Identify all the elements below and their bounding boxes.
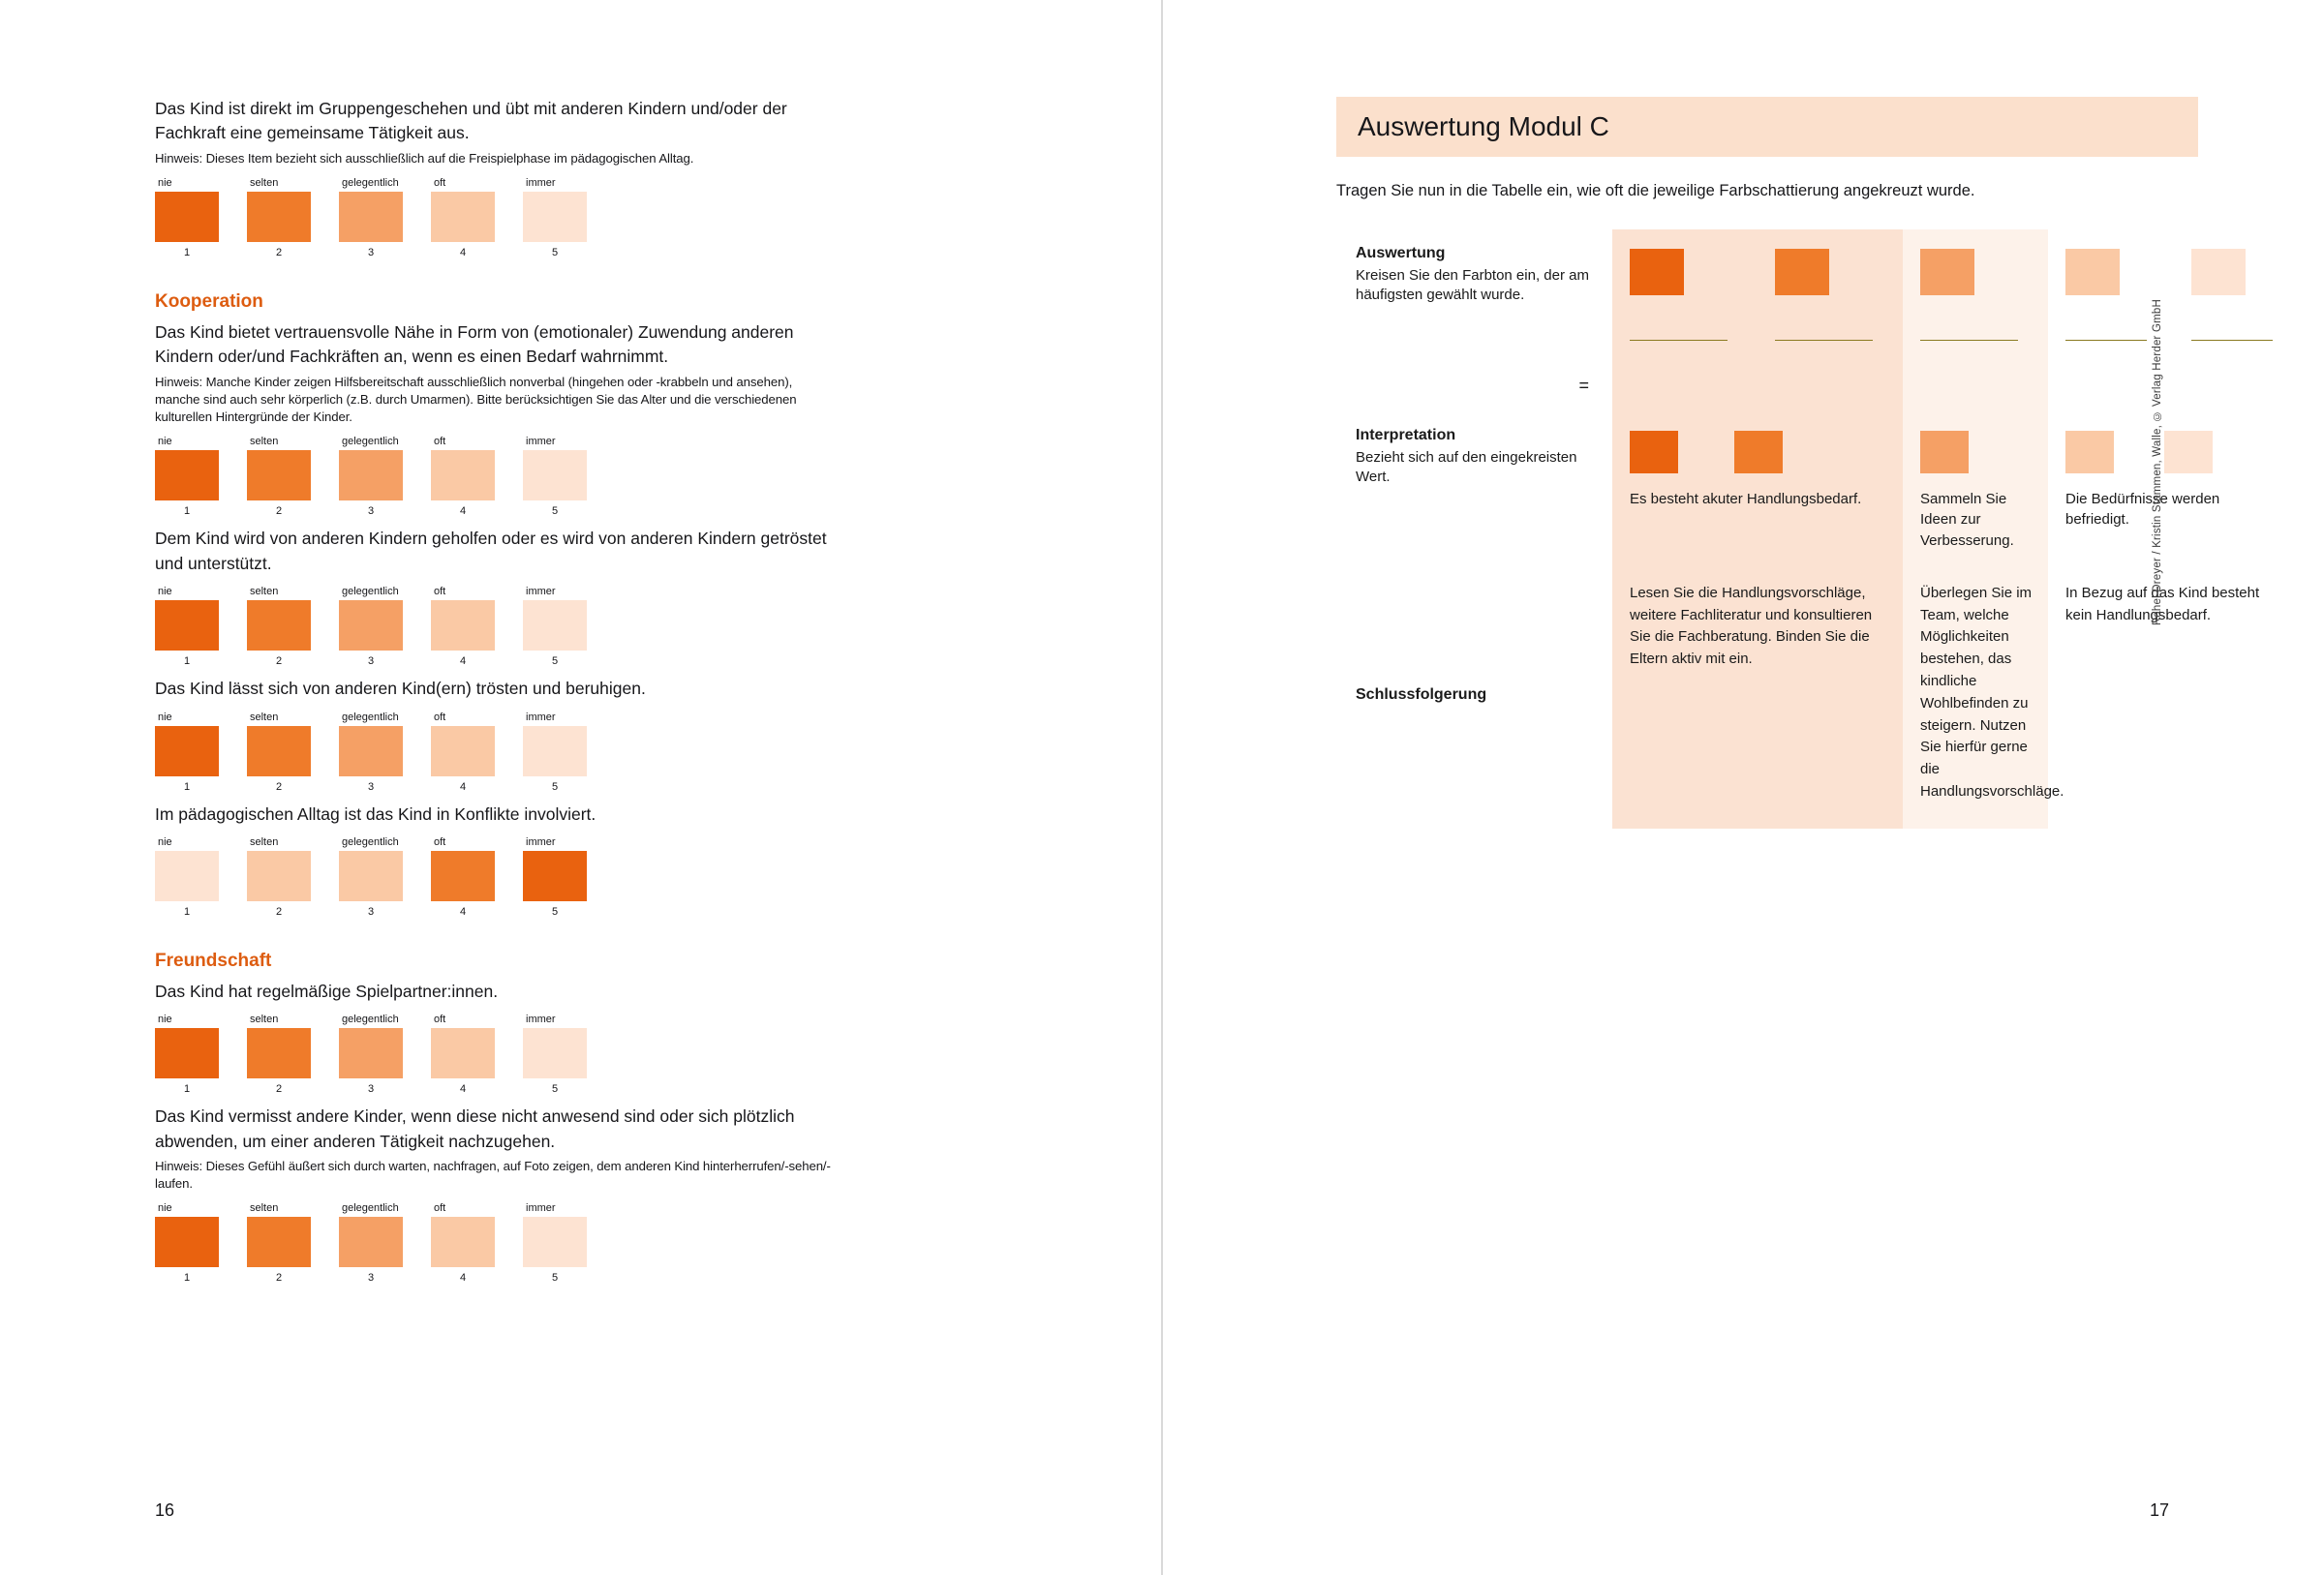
- question-block: [155, 97, 833, 258]
- scale-option-4[interactable]: [431, 177, 523, 258]
- scale-number: 5: [551, 780, 559, 793]
- swatch-s1[interactable]: [1630, 249, 1684, 295]
- scale-option-5[interactable]: [523, 712, 615, 793]
- swatch-s3[interactable]: [339, 192, 403, 242]
- scale-option-3[interactable]: [339, 586, 431, 667]
- scale-option-3[interactable]: [339, 1202, 431, 1284]
- scale-option-4[interactable]: [431, 586, 523, 667]
- scale-number: 1: [183, 655, 191, 668]
- interpretation-title: Interpretation: [1356, 426, 1456, 443]
- write-in-line-2[interactable]: [1775, 340, 1873, 341]
- scale-label: immer: [526, 1014, 556, 1026]
- scale-label: selten: [250, 586, 279, 598]
- scale-number: 4: [459, 905, 467, 918]
- swatch-s1[interactable]: [155, 1217, 219, 1267]
- swatch-s4[interactable]: [431, 450, 495, 500]
- scale-number: 5: [551, 1272, 559, 1285]
- scale-label: selten: [250, 835, 279, 848]
- scale-label: selten: [250, 1202, 279, 1215]
- scale-number: 3: [367, 780, 375, 793]
- scale-option-1[interactable]: [155, 177, 247, 258]
- question-block: [155, 803, 833, 918]
- scale-number: 3: [367, 905, 375, 918]
- scale-option-3[interactable]: [339, 177, 431, 258]
- scale-option-3[interactable]: [339, 712, 431, 793]
- rating-scale: [155, 1014, 833, 1095]
- scale-label: nie: [158, 1014, 172, 1026]
- swatch-s5[interactable]: [523, 726, 587, 776]
- scale-label: gelegentlich: [342, 436, 399, 448]
- scale-label: oft: [434, 176, 446, 189]
- page-number-left: 16: [155, 1500, 175, 1520]
- swatch-s2[interactable]: [1775, 249, 1829, 295]
- scale-option-4[interactable]: [431, 836, 523, 918]
- swatch-s2[interactable]: [247, 450, 311, 500]
- scale-label: gelegentlich: [342, 586, 399, 598]
- scale-option-1[interactable]: [155, 1202, 247, 1284]
- scale-option-5[interactable]: [523, 586, 615, 667]
- question-text: Dem Kind wird von anderen Kindern geholfen oder es wird von anderen Kindern getröstet und unterstützt.: [155, 529, 827, 573]
- swatch-s2: [1734, 431, 1783, 473]
- scale-option-4[interactable]: [431, 1014, 523, 1095]
- right-page-content: [1336, 97, 2260, 829]
- interpretation-text-3: Die Bedürfnisse werden befriedigt.: [2065, 490, 2220, 529]
- question-hint: Hinweis: Manche Kinder zeigen Hilfsbereitschaft ausschließlich nonverbal (hingehen oder -krabbeln und ansehen), manche sind auch sehr körperlich (z.B. durch Umarmen). Bitte berücksichtigen Sie das Alter und die verschiedenen kulturellen Hintergründe der Kinder.: [155, 374, 797, 425]
- schlussfolgerung-cell-3: [2048, 565, 2300, 829]
- module-banner: [1336, 97, 2198, 157]
- scale-number: 1: [183, 1083, 191, 1096]
- write-in-line-3[interactable]: [1920, 340, 2018, 341]
- scale-number: 3: [367, 1272, 375, 1285]
- scale-option-5[interactable]: [523, 177, 615, 258]
- scale-number: 4: [459, 246, 467, 258]
- scale-label: nie: [158, 835, 172, 848]
- write-in-line-4[interactable]: [2065, 340, 2147, 341]
- swatch-s4[interactable]: [431, 726, 495, 776]
- scale-option-4[interactable]: [431, 436, 523, 517]
- swatch-s3[interactable]: [339, 450, 403, 500]
- schlussfolgerung-text-1: Lesen Sie die Handlungsvorschläge, weitere Fachliteratur und konsultieren Sie die Fachberatung. Binden Sie die Eltern aktiv mit ein.: [1630, 584, 1873, 668]
- auswertung-cell-1[interactable]: [1612, 229, 1758, 411]
- schlussfolgerung-title: Schlussfolgerung: [1356, 685, 1487, 703]
- scale-label: nie: [158, 436, 172, 448]
- question-block: [155, 1105, 833, 1284]
- scale-number: 3: [367, 505, 375, 518]
- scale-number: 3: [367, 246, 375, 258]
- swatch-s4[interactable]: [431, 1217, 495, 1267]
- swatch-s1[interactable]: [155, 192, 219, 242]
- swatch-s5[interactable]: [523, 1217, 587, 1267]
- scale-number: 2: [275, 905, 283, 918]
- swatch-s5: [2164, 431, 2213, 473]
- auswertung-cell-5[interactable]: [2174, 229, 2300, 411]
- schlussfolgerung-cell-2: [1903, 565, 2064, 829]
- question-text: Das Kind ist direkt im Gruppengeschehen und übt mit anderen Kindern und/oder der Fachkraft eine gemeinsame Tätigkeit aus.: [155, 99, 787, 143]
- swatch-s2[interactable]: [247, 192, 311, 242]
- scale-label: nie: [158, 1202, 172, 1215]
- scale-label: oft: [434, 436, 446, 448]
- swatch-s5[interactable]: [523, 192, 587, 242]
- question-block: [155, 527, 833, 667]
- swatch-s1[interactable]: [155, 1028, 219, 1078]
- schlussfolgerung-label-cell: [1336, 565, 1612, 829]
- swatch-s4[interactable]: [247, 851, 311, 901]
- question-text: Das Kind vermisst andere Kinder, wenn diese nicht anwesend sind oder sich plötzlich abwenden, um einer anderen Tätigkeit nachzugehen.: [155, 1106, 795, 1151]
- schlussfolgerung-text-2: Überlegen Sie im Team, welche Möglichkeiten bestehen, das kindliche Wohlbefinden zu steigern. Nutzen Sie hierfür gerne die Handlungsvorschläge.: [1920, 584, 2064, 800]
- swatch-s5[interactable]: [523, 1028, 587, 1078]
- auswertung-cell-2[interactable]: [1758, 229, 1903, 411]
- scale-label: oft: [434, 835, 446, 848]
- question-text: Das Kind bietet vertrauensvolle Nähe in Form von (emotionaler) Zuwendung anderen Kindern oder/und Fachkräften an, wenn es einen Bedarf wahrnimmt.: [155, 321, 794, 367]
- scale-option-1[interactable]: [155, 1014, 247, 1095]
- interpretation-cell-3: [2048, 411, 2300, 565]
- scale-label: oft: [434, 1014, 446, 1026]
- scale-number: 1: [183, 905, 191, 918]
- scale-number: 4: [459, 1083, 467, 1096]
- swatch-s4[interactable]: [431, 192, 495, 242]
- scale-label: gelegentlich: [342, 1014, 399, 1026]
- scale-label: oft: [434, 1202, 446, 1215]
- scale-number: 2: [275, 1272, 283, 1285]
- schlussfolgerung-text-3: In Bezug auf das Kind besteht kein Handlungsbedarf.: [2065, 584, 2260, 623]
- scale-number: 1: [183, 1272, 191, 1285]
- scale-label: immer: [526, 1202, 556, 1215]
- question-hint: Hinweis: Dieses Item bezieht sich ausschließlich auf die Freispielphase im pädagogischen Alltag.: [155, 150, 694, 166]
- scale-number: 2: [275, 246, 283, 258]
- scale-option-1[interactable]: [155, 836, 247, 918]
- scale-number: 5: [551, 655, 559, 668]
- scale-label: immer: [526, 711, 556, 723]
- scale-number: 4: [459, 780, 467, 793]
- swatch-s5[interactable]: [523, 600, 587, 651]
- scale-option-2[interactable]: [247, 177, 339, 258]
- scale-option-5[interactable]: [523, 1202, 615, 1284]
- module-intro-text: Tragen Sie nun in die Tabelle ein, wie oft die jeweilige Farbschattierung angekreuzt wurde.: [1336, 182, 1975, 199]
- scale-number: 2: [275, 655, 283, 668]
- swatch-s5[interactable]: [523, 450, 587, 500]
- auswertung-cell-3[interactable]: [1903, 229, 2048, 411]
- auswertung-title: Auswertung: [1356, 245, 1446, 261]
- swatch-s1[interactable]: [155, 600, 219, 651]
- swatch-s3[interactable]: [339, 726, 403, 776]
- swatch-s4[interactable]: [431, 600, 495, 651]
- scale-number: 3: [367, 655, 375, 668]
- section-heading: Kooperation: [155, 290, 263, 312]
- left-page-content: [155, 97, 833, 1293]
- interpretation-cell-1: [1612, 411, 1903, 565]
- swatch-s1[interactable]: [523, 851, 587, 901]
- scale-option-1[interactable]: [155, 586, 247, 667]
- scale-label: oft: [434, 586, 446, 598]
- scale-label: gelegentlich: [342, 1202, 399, 1215]
- scale-number: 5: [551, 905, 559, 918]
- page-number-right: 17: [2149, 1500, 2169, 1520]
- scale-label: immer: [526, 436, 556, 448]
- swatch-s1[interactable]: [155, 726, 219, 776]
- swatch-s4[interactable]: [339, 851, 403, 901]
- scale-number: 2: [275, 505, 283, 518]
- scale-option-1[interactable]: [155, 712, 247, 793]
- scale-number: 4: [459, 655, 467, 668]
- scale-number: 4: [459, 505, 467, 518]
- scale-number: 4: [459, 1272, 467, 1285]
- right-page: [1162, 0, 2324, 1575]
- scale-option-4[interactable]: [431, 712, 523, 793]
- section-heading: Freundschaft: [155, 950, 272, 971]
- rating-scale: [155, 836, 833, 918]
- schlussfolgerung-cell-1: [1612, 565, 1903, 829]
- scale-label: selten: [250, 436, 279, 448]
- scale-option-2[interactable]: [247, 1014, 339, 1095]
- question-block: [155, 980, 833, 1095]
- swatch-s3[interactable]: [339, 1028, 403, 1078]
- interpretation-text-2: Sammeln Sie Ideen zur Verbesserung.: [1920, 490, 2014, 549]
- swatch-s3[interactable]: [339, 1217, 403, 1267]
- scale-label: oft: [434, 711, 446, 723]
- scale-option-2[interactable]: [247, 586, 339, 667]
- equals-sign: =: [1578, 375, 1589, 395]
- rating-scale: [155, 712, 833, 793]
- scale-number: 5: [551, 246, 559, 258]
- scale-label: selten: [250, 711, 279, 723]
- interpretation-subtitle: Bezieht sich auf den eingekreisten Wert.: [1356, 448, 1577, 485]
- scale-option-3[interactable]: [339, 836, 431, 918]
- scale-option-1[interactable]: [155, 436, 247, 517]
- scale-option-5[interactable]: [523, 836, 615, 918]
- swatch-s2[interactable]: [247, 1028, 311, 1078]
- scale-label: immer: [526, 176, 556, 189]
- question-hint: Hinweis: Dieses Gefühl äußert sich durch warten, nachfragen, auf Foto zeigen, dem anderen Kind hinterherrufen/-sehen/-laufen.: [155, 1159, 831, 1192]
- scale-option-4[interactable]: [431, 1202, 523, 1284]
- scale-option-5[interactable]: [523, 436, 615, 517]
- scale-number: 1: [183, 246, 191, 258]
- swatch-s2[interactable]: [247, 600, 311, 651]
- interpretation-text-1: Es besteht akuter Handlungsbedarf.: [1630, 490, 1862, 507]
- scale-number: 5: [551, 505, 559, 518]
- scale-label: gelegentlich: [342, 711, 399, 723]
- scale-option-2[interactable]: [247, 712, 339, 793]
- question-text: Das Kind lässt sich von anderen Kind(ern) trösten und beruhigen.: [155, 679, 646, 699]
- auswertung-subtitle: Kreisen Sie den Farbton ein, der am häufigsten gewählt wurde.: [1356, 267, 1589, 304]
- swatch-s3: [1920, 431, 1969, 473]
- rating-scale: [155, 586, 833, 667]
- auswertung-label-cell: [1336, 229, 1612, 411]
- scale-label: nie: [158, 711, 172, 723]
- swatch-s1: [1630, 431, 1678, 473]
- swatch-s4[interactable]: [431, 1028, 495, 1078]
- scale-number: 3: [367, 1083, 375, 1096]
- swatch-s4: [2065, 431, 2114, 473]
- swatch-s3[interactable]: [1920, 249, 1974, 295]
- scale-number: 1: [183, 780, 191, 793]
- write-in-line-1[interactable]: [1630, 340, 1728, 341]
- scale-option-3[interactable]: [339, 1014, 431, 1095]
- question-text: Das Kind hat regelmäßige Spielpartner:innen.: [155, 981, 499, 1001]
- scale-option-2[interactable]: [247, 1202, 339, 1284]
- interpretation-label-cell: [1336, 411, 1612, 565]
- scale-label: gelegentlich: [342, 835, 399, 848]
- scale-label: immer: [526, 586, 556, 598]
- scale-option-2[interactable]: [247, 436, 339, 517]
- scale-option-2[interactable]: [247, 836, 339, 918]
- scale-label: selten: [250, 1014, 279, 1026]
- rating-scale: [155, 1202, 833, 1284]
- scale-option-5[interactable]: [523, 1014, 615, 1095]
- scale-label: nie: [158, 586, 172, 598]
- swatch-s4[interactable]: [2065, 249, 2120, 295]
- scale-number: 2: [275, 1083, 283, 1096]
- write-in-line-5[interactable]: [2191, 340, 2273, 341]
- swatch-s2[interactable]: [247, 726, 311, 776]
- scale-label: selten: [250, 176, 279, 189]
- scale-label: immer: [526, 835, 556, 848]
- copyright-sidenote: Rahel Dreyer / Kristin Stammen, Walle, © Verlag Herder GmbH: [2152, 298, 2163, 625]
- question-block: [155, 677, 833, 792]
- module-title: Auswertung Modul C: [1358, 111, 1609, 141]
- scale-number: 2: [275, 780, 283, 793]
- scale-label: gelegentlich: [342, 176, 399, 189]
- rating-scale: [155, 436, 833, 517]
- swatch-s5[interactable]: [155, 851, 219, 901]
- scale-number: 5: [551, 1083, 559, 1096]
- interpretation-cell-2: [1903, 411, 2048, 565]
- question-text: Im pädagogischen Alltag ist das Kind in Konflikte involviert.: [155, 803, 596, 824]
- swatch-s5[interactable]: [2191, 249, 2246, 295]
- rating-scale: [155, 177, 833, 258]
- scale-option-3[interactable]: [339, 436, 431, 517]
- swatch-s2[interactable]: [431, 851, 495, 901]
- swatch-s3[interactable]: [339, 600, 403, 651]
- scale-label: nie: [158, 176, 172, 189]
- swatch-s2[interactable]: [247, 1217, 311, 1267]
- question-block: [155, 320, 833, 517]
- scale-number: 1: [183, 505, 191, 518]
- swatch-s1[interactable]: [155, 450, 219, 500]
